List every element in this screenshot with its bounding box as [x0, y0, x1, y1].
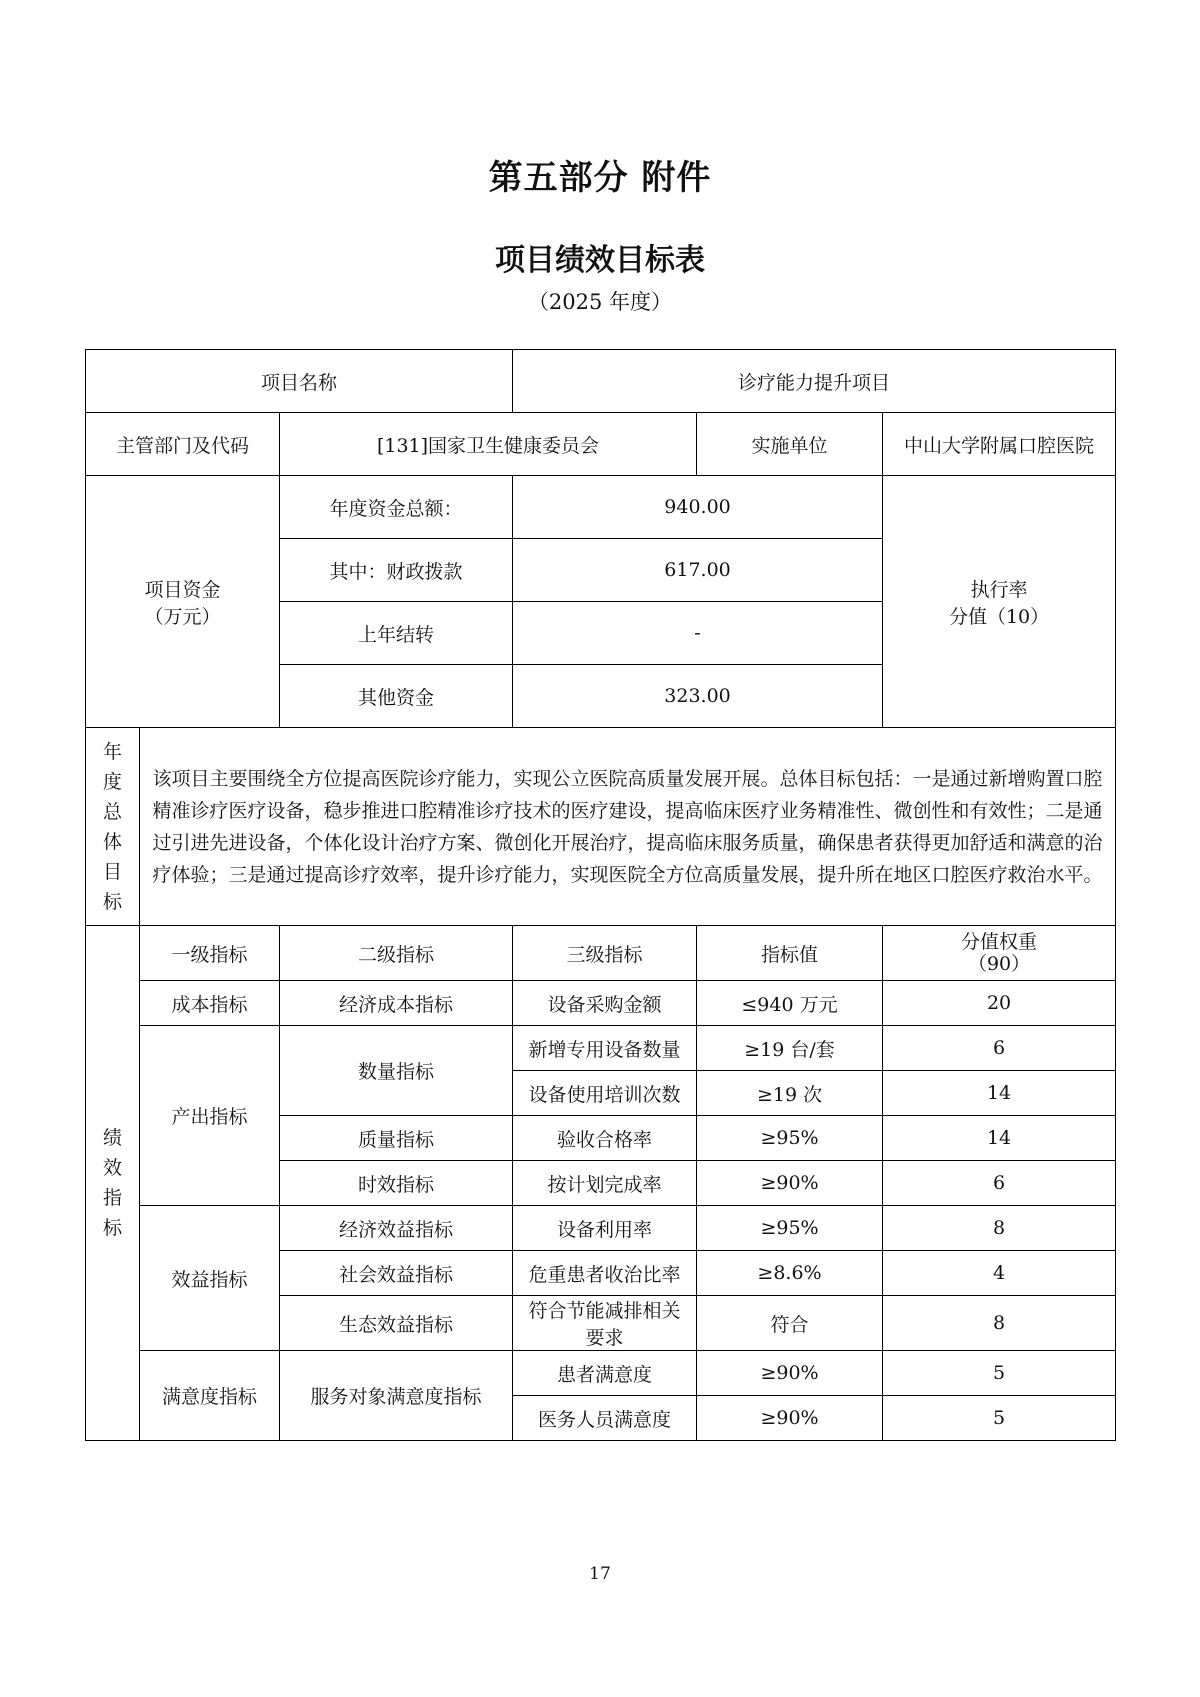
project-name-value: 诊疗能力提升项目	[513, 350, 1116, 413]
quantity-value: ≥19 次	[697, 1071, 883, 1116]
table-row	[86, 1206, 1116, 1251]
quantity-level3: 设备使用培训次数	[513, 1071, 697, 1116]
benefit-value: 符合	[697, 1296, 883, 1351]
satisfaction-level1: 满意度指标	[140, 1351, 280, 1441]
satisfaction-level2: 服务对象满意度指标	[280, 1351, 513, 1441]
funds-label-line1: 项目资金	[144, 578, 221, 601]
timeliness-level3: 按计划完成率	[513, 1161, 697, 1206]
satisfaction-value: ≥90%	[697, 1396, 883, 1441]
row-indicator-headers	[86, 926, 1116, 981]
funds-row-value: -	[513, 602, 883, 665]
benefit-level2: 社会效益指标	[280, 1251, 513, 1296]
benefit-level1: 效益指标	[140, 1206, 280, 1351]
benefit-value: ≥8.6%	[697, 1251, 883, 1296]
funds-label-line2: （万元）	[144, 605, 221, 628]
benefit-weight: 4	[883, 1251, 1116, 1296]
table-row	[86, 1351, 1116, 1396]
table-title: 项目绩效目标表	[495, 243, 705, 278]
benefit-weight: 8	[883, 1206, 1116, 1251]
exec-rate-line2: 分值（10）	[948, 605, 1050, 628]
row-department	[86, 413, 1116, 476]
timeliness-value: ≥90%	[697, 1161, 883, 1206]
timeliness-level2: 时效指标	[280, 1161, 513, 1206]
benefit-value: ≥95%	[697, 1206, 883, 1251]
benefit-level2: 生态效益指标	[280, 1296, 513, 1351]
benefit-level3: 符合节能减排相关要求	[513, 1296, 697, 1351]
quality-level2: 质量指标	[280, 1116, 513, 1161]
funds-row-label: 其他资金	[280, 665, 513, 728]
header-weight: 分值权重 （90）	[883, 926, 1116, 981]
page-number: 17	[589, 1564, 611, 1584]
output-level1: 产出指标	[140, 1026, 280, 1206]
table-row	[86, 981, 1116, 1026]
header-level2: 二级指标	[280, 926, 513, 981]
project-name-label: 项目名称	[86, 350, 513, 413]
quality-value: ≥95%	[697, 1116, 883, 1161]
funds-row-label: 年度资金总额：	[280, 476, 513, 539]
goal-label: 年 度 总 体 目 标	[86, 728, 140, 926]
quantity-level2: 数量指标	[280, 1026, 513, 1116]
satisfaction-level3: 患者满意度	[513, 1351, 697, 1396]
part-title: 第五部分 附件	[488, 158, 712, 198]
benefit-level2: 经济效益指标	[280, 1206, 513, 1251]
cost-weight: 20	[883, 981, 1116, 1026]
year-label: （2025 年度）	[527, 290, 673, 314]
satisfaction-weight: 5	[883, 1351, 1116, 1396]
satisfaction-value: ≥90%	[697, 1351, 883, 1396]
cost-level1: 成本指标	[140, 981, 280, 1026]
satisfaction-weight: 5	[883, 1396, 1116, 1441]
goal-text: 该项目主要围绕全方位提高医院诊疗能力，实现公立医院高质量发展开展。总体目标包括：一是通过新增购置口腔精准诊疗医疗设备，稳步推进口腔精准诊疗技术的医疗建设，提高临床医疗业务精准性、微创性和有效性；二是通过引进先进设备，个体化设计治疗方案、微创化开展治疗，提高临床服务质量，确保患者获得更加舒适和满意的治疗体验；三是通过提高诊疗效率，提升诊疗能力，实现医院全方位高质量发展，提升所在地区口腔医疗救治水平。	[140, 728, 1116, 926]
benefit-level3: 危重患者收治比率	[513, 1251, 697, 1296]
timeliness-weight: 6	[883, 1161, 1116, 1206]
funds-row-label: 其中：财政拨款	[280, 539, 513, 602]
unit-value: 中山大学附属口腔医院	[883, 413, 1116, 476]
row-overall-goal	[86, 728, 1116, 926]
quantity-value: ≥19 台/套	[697, 1026, 883, 1071]
cost-level3: 设备采购金额	[513, 981, 697, 1026]
dept-value: [131]国家卫生健康委员会	[280, 413, 697, 476]
funds-row-label: 上年结转	[280, 602, 513, 665]
row-funds-total	[86, 476, 1116, 539]
dept-label: 主管部门及代码	[86, 413, 280, 476]
indicators-label: 绩 效 指 标	[86, 926, 140, 1441]
funds-label	[86, 476, 280, 728]
cost-level2: 经济成本指标	[280, 981, 513, 1026]
cost-value: ≤940 万元	[697, 981, 883, 1026]
unit-label: 实施单位	[697, 413, 883, 476]
header-level3: 三级指标	[513, 926, 697, 981]
quality-weight: 14	[883, 1116, 1116, 1161]
header-level1: 一级指标	[140, 926, 280, 981]
benefit-level3: 设备利用率	[513, 1206, 697, 1251]
quality-level3: 验收合格率	[513, 1116, 697, 1161]
exec-rate-cell	[883, 476, 1116, 728]
funds-row-value: 617.00	[513, 539, 883, 602]
funds-row-value: 323.00	[513, 665, 883, 728]
header-value: 指标值	[697, 926, 883, 981]
quantity-weight: 14	[883, 1071, 1116, 1116]
row-project-name	[86, 350, 1116, 413]
quantity-weight: 6	[883, 1026, 1116, 1071]
table-row	[86, 1026, 1116, 1071]
quantity-level3: 新增专用设备数量	[513, 1026, 697, 1071]
performance-table	[85, 349, 1116, 1441]
satisfaction-level3: 医务人员满意度	[513, 1396, 697, 1441]
benefit-weight: 8	[883, 1296, 1116, 1351]
funds-row-value: 940.00	[513, 476, 883, 539]
exec-rate-line1: 执行率	[970, 578, 1028, 601]
